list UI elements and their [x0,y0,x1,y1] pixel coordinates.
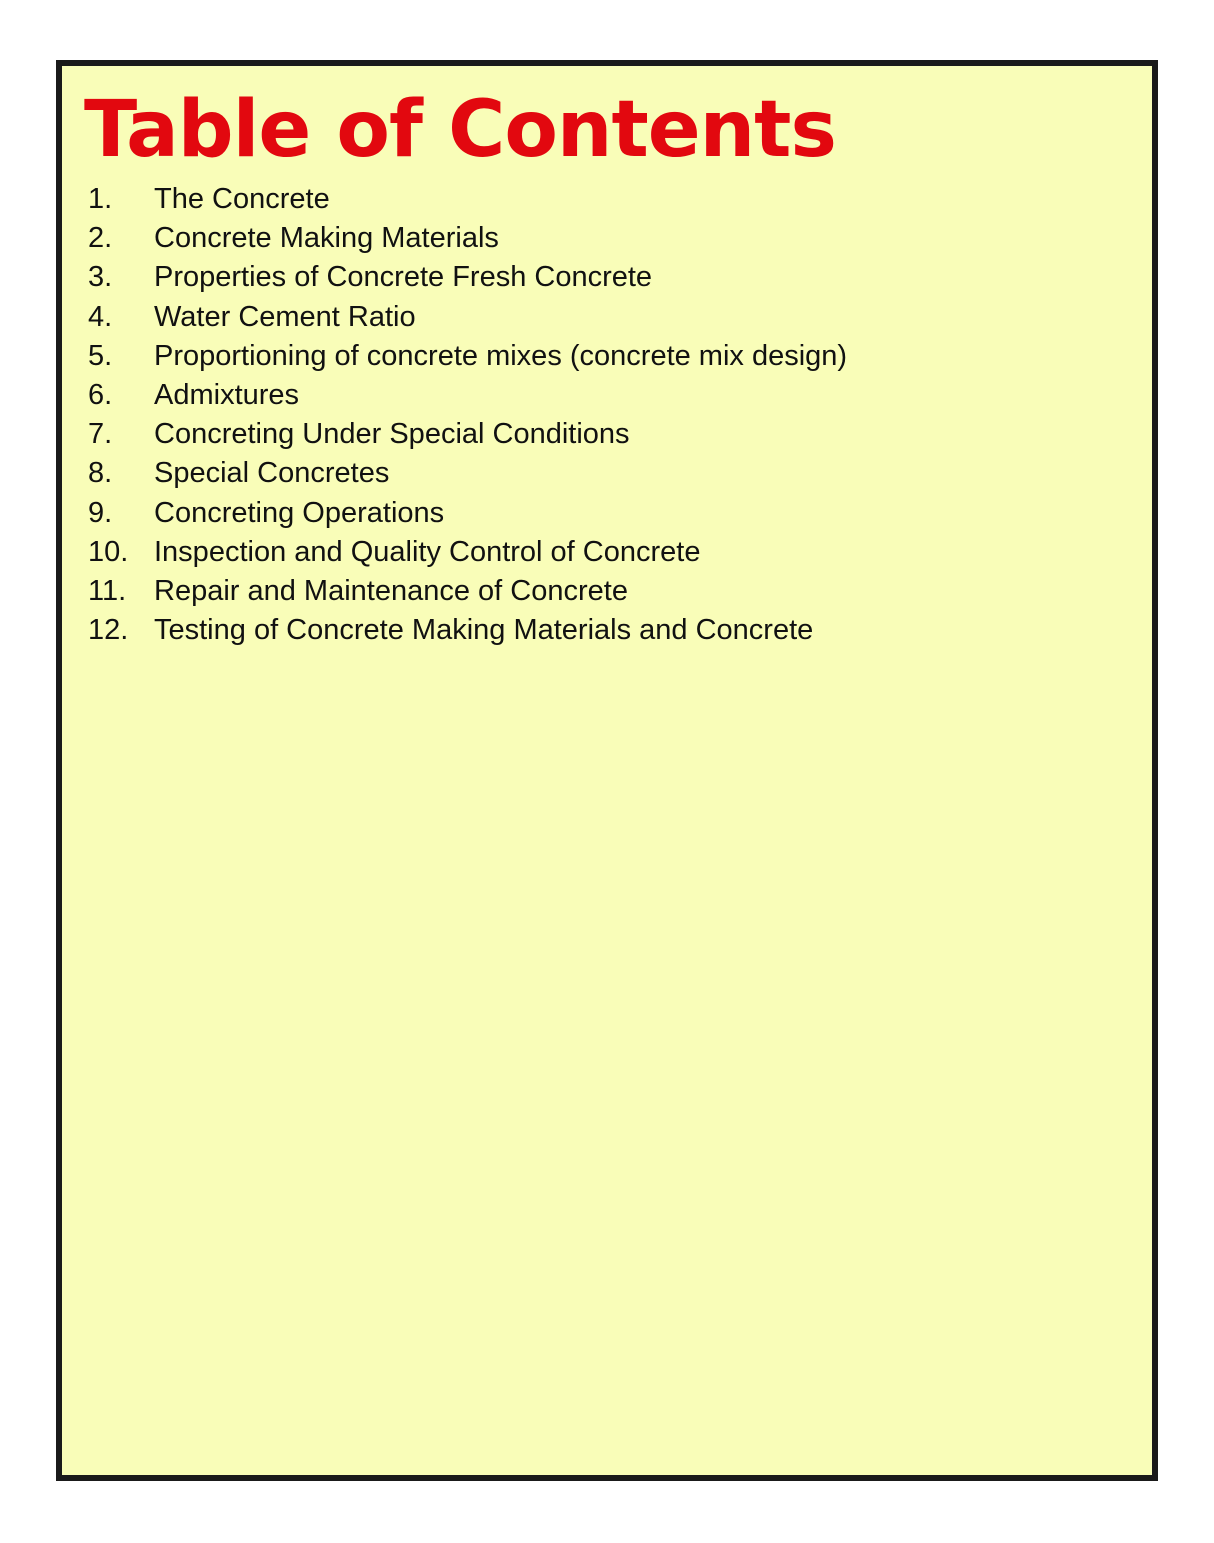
toc-list [88,180,847,650]
toc-title: Table of Contents [84,85,836,175]
toc-item-label: Concreting Operations [154,496,445,529]
toc-item-label: Concrete Making Materials [154,222,499,255]
toc-item-number: 5. [88,339,113,372]
toc-item-number: 7. [88,418,113,451]
toc-item [88,258,847,297]
toc-item [88,494,847,533]
toc-item-number: 2. [88,222,113,255]
toc-item [88,298,847,337]
toc-item-label: Inspection and Quality Control of Concrete [154,535,701,568]
toc-item [88,219,847,258]
toc-item-number: 1. [88,183,113,216]
toc-item-label: Repair and Maintenance of Concrete [154,574,628,607]
toc-item [88,611,847,650]
toc-item-label: Testing of Concrete Making Materials and Concrete [154,614,814,647]
toc-item [88,415,847,454]
toc-item-number: 9. [88,496,113,529]
toc-item-number: 10. [88,535,129,568]
toc-item-number: 11. [88,574,127,607]
toc-item-label: Concreting Under Special Conditions [154,418,630,451]
toc-item [88,180,847,219]
toc-item-label: Special Concretes [154,457,390,490]
toc-item [88,533,847,572]
toc-item-number: 3. [88,261,113,294]
toc-box [56,60,1158,1481]
toc-item-number: 8. [88,457,113,490]
toc-item-label: Properties of Concrete Fresh Concrete [154,261,653,294]
toc-item [88,376,847,415]
toc-item [88,337,847,376]
toc-item [88,454,847,493]
toc-item-number: 4. [88,300,113,333]
toc-item-label: Proportioning of concrete mixes (concrete mix design) [154,339,848,372]
toc-item-label: Admixtures [154,379,300,412]
toc-item-label: The Concrete [154,183,330,216]
toc-item-label: Water Cement Ratio [154,300,416,333]
toc-item [88,572,847,611]
toc-item-number: 6. [88,379,113,412]
toc-item-number: 12. [88,614,129,647]
